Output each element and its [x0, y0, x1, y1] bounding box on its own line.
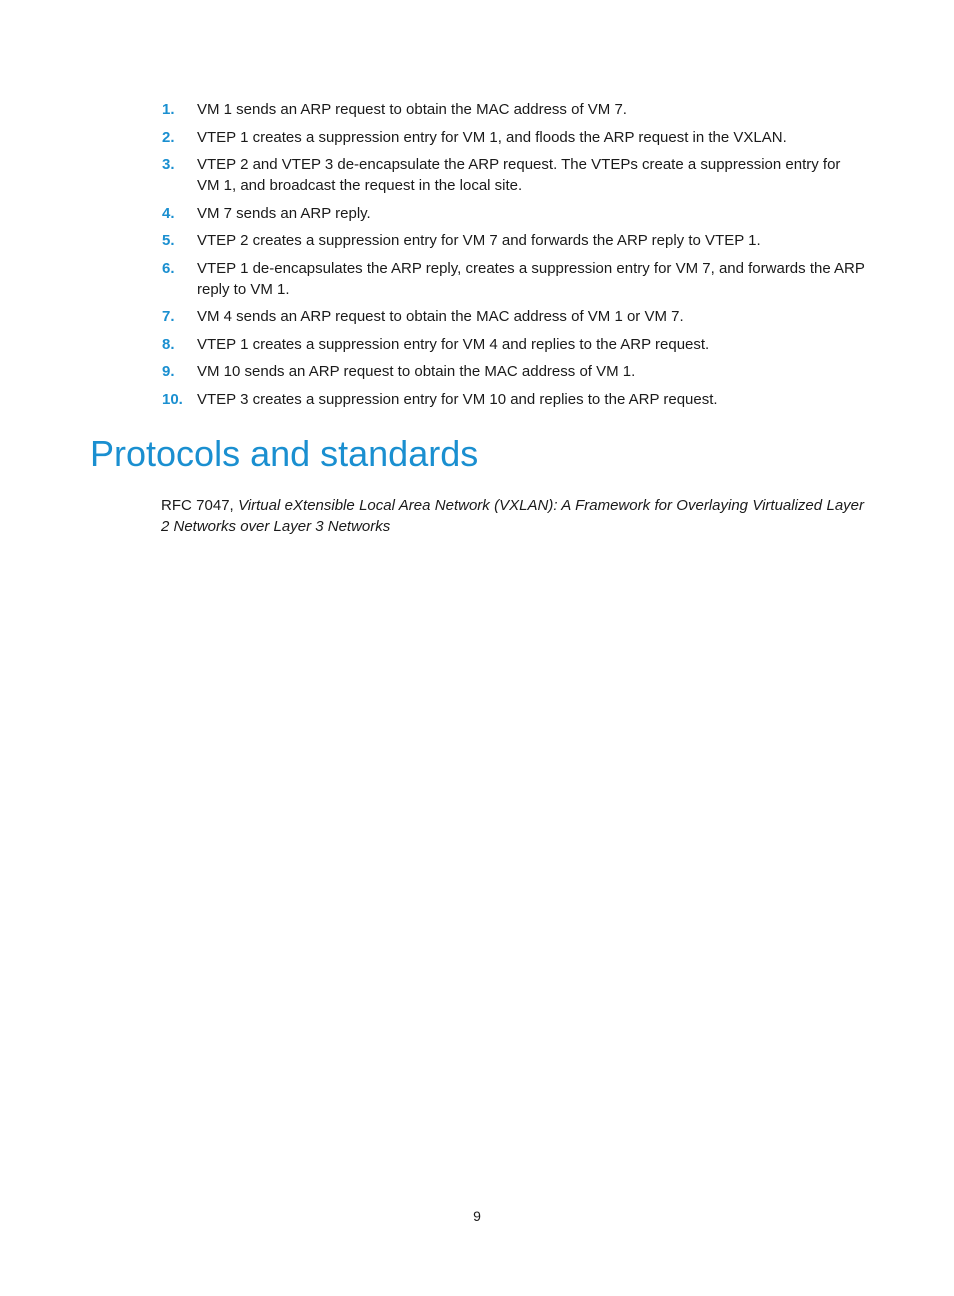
- step-number: 7.: [162, 308, 175, 325]
- step-number: 5.: [162, 232, 175, 249]
- step-number: 2.: [162, 128, 175, 146]
- step-number: 9.: [162, 363, 175, 380]
- step-text: VM 10 sends an ARP request to obtain the MAC address of VM 1.: [197, 363, 636, 380]
- procedure-step: [160, 306, 866, 327]
- step-number: 10.: [162, 390, 183, 408]
- step-text: VTEP 2 creates a suppression entry for VM 7 and forwards the ARP reply to VTEP 1.: [197, 232, 761, 249]
- procedure-step: [160, 361, 866, 382]
- procedure-step: [160, 230, 866, 251]
- step-number: 3.: [162, 156, 175, 173]
- procedure-step: [160, 203, 866, 224]
- step-text: VTEP 1 de-encapsulates the ARP reply, creates a suppression entry for VM 7, and forwards the ARP reply to VM 1.: [197, 259, 865, 298]
- procedure-step: [160, 334, 866, 355]
- step-text: VTEP 1 creates a suppression entry for VM 4 and replies to the ARP request.: [197, 335, 710, 353]
- page-number: 9: [473, 1208, 481, 1224]
- section-heading: Protocols and standards: [90, 433, 479, 474]
- step-text: VTEP 1 creates a suppression entry for VM 1, and floods the ARP request in the VXLAN.: [197, 128, 787, 146]
- step-text: VM 4 sends an ARP request to obtain the MAC address of VM 1 or VM 7.: [197, 308, 684, 325]
- procedure-step: [160, 389, 866, 410]
- step-text: VM 7 sends an ARP reply.: [197, 204, 371, 222]
- step-number: 8.: [162, 335, 175, 353]
- procedure-steps-list: [160, 99, 866, 416]
- step-text: VTEP 3 creates a suppression entry for VM 10 and replies to the ARP request.: [197, 390, 718, 408]
- step-text: VM 1 sends an ARP request to obtain the MAC address of VM 7.: [197, 101, 627, 118]
- rfc-reference: [161, 495, 864, 537]
- procedure-step: [160, 99, 866, 120]
- step-number: 1.: [162, 101, 175, 118]
- procedure-step: [160, 154, 866, 196]
- procedure-step: [160, 127, 866, 148]
- rfc-number: RFC 7047,: [161, 497, 239, 514]
- step-text: VTEP 2 and VTEP 3 de-encapsulate the ARP request. The VTEPs create a suppression entry for VM 1, and broadcast the request in the local site.: [197, 156, 841, 194]
- step-number: 6.: [162, 259, 175, 277]
- rfc-title: Virtual eXtensible Local Area Network (VXLAN): A Framework for Overlaying Virtualized Layer 2 Networks over Layer 3 Networks: [161, 497, 864, 535]
- step-number: 4.: [162, 204, 175, 222]
- procedure-step: [160, 258, 866, 300]
